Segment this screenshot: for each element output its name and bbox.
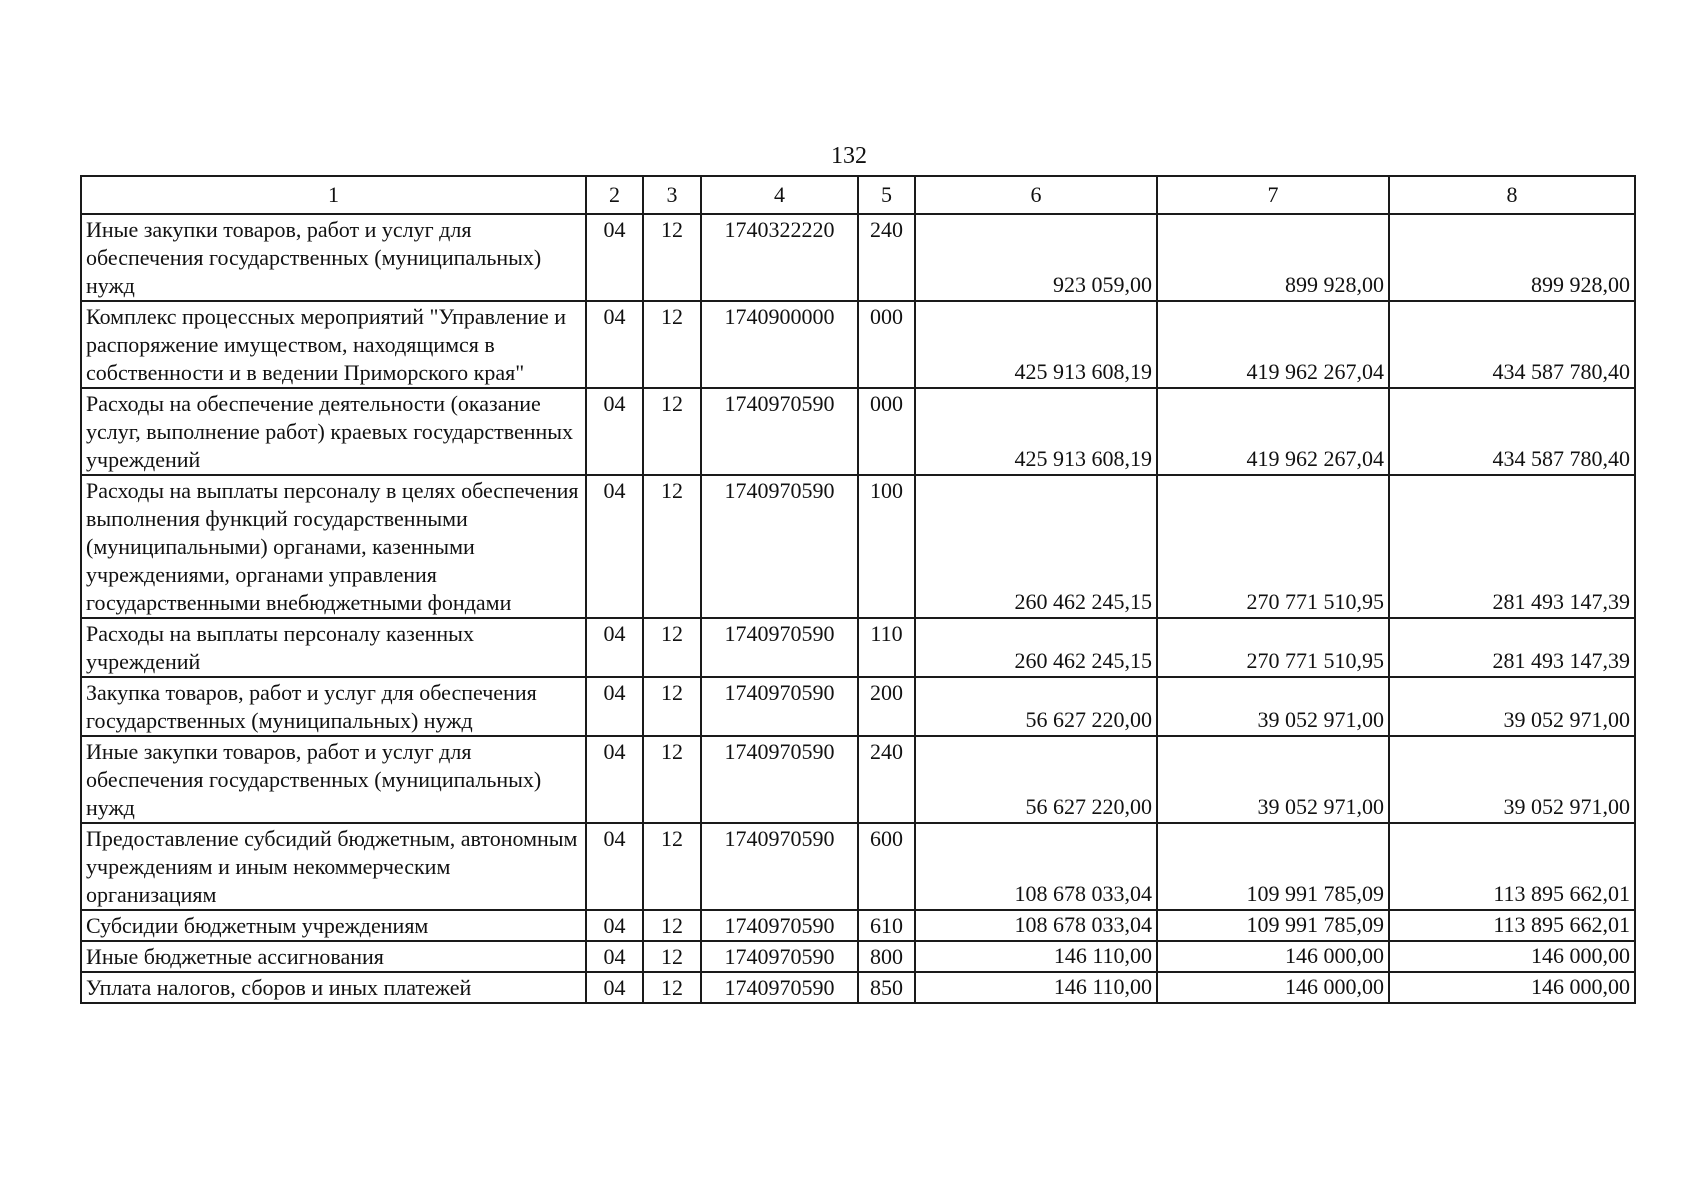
amount-col8-cell: 434 587 780,40 bbox=[1389, 388, 1635, 475]
column-header: 5 bbox=[858, 176, 915, 214]
target-article-cell: 1740970590 bbox=[701, 677, 858, 736]
amount-col6-cell: 108 678 033,04 bbox=[915, 823, 1157, 910]
table-header-row bbox=[81, 176, 1635, 214]
amount-col7-cell: 39 052 971,00 bbox=[1157, 677, 1389, 736]
target-article-cell: 1740970590 bbox=[701, 618, 858, 677]
section-code-cell: 04 bbox=[586, 972, 643, 1003]
table-row bbox=[81, 618, 1635, 677]
expense-name-cell: Комплекс процессных мероприятий "Управление и распоряжение имуществом, находящимся в собственности и в ведении Приморского края" bbox=[81, 301, 586, 388]
amount-col7-cell: 899 928,00 bbox=[1157, 214, 1389, 301]
section-code-cell: 04 bbox=[586, 301, 643, 388]
amount-col6-cell: 425 913 608,19 bbox=[915, 301, 1157, 388]
amount-col8-cell: 113 895 662,01 bbox=[1389, 823, 1635, 910]
amount-col7-cell: 146 000,00 bbox=[1157, 972, 1389, 1003]
amount-col6-cell: 260 462 245,15 bbox=[915, 475, 1157, 618]
column-header: 7 bbox=[1157, 176, 1389, 214]
expense-type-cell: 240 bbox=[858, 736, 915, 823]
column-header: 6 bbox=[915, 176, 1157, 214]
amount-col8-cell: 899 928,00 bbox=[1389, 214, 1635, 301]
amount-col8-cell: 39 052 971,00 bbox=[1389, 677, 1635, 736]
target-article-cell: 1740970590 bbox=[701, 972, 858, 1003]
table-row bbox=[81, 677, 1635, 736]
section-code-cell: 04 bbox=[586, 941, 643, 972]
table-row bbox=[81, 972, 1635, 1003]
amount-col7-cell: 39 052 971,00 bbox=[1157, 736, 1389, 823]
amount-col7-cell: 109 991 785,09 bbox=[1157, 823, 1389, 910]
expense-name-cell: Иные бюджетные ассигнования bbox=[81, 941, 586, 972]
expense-type-cell: 110 bbox=[858, 618, 915, 677]
subsection-code-cell: 12 bbox=[643, 301, 701, 388]
section-code-cell: 04 bbox=[586, 736, 643, 823]
amount-col7-cell: 109 991 785,09 bbox=[1157, 910, 1389, 941]
expense-type-cell: 240 bbox=[858, 214, 915, 301]
table-row bbox=[81, 214, 1635, 301]
column-header: 2 bbox=[586, 176, 643, 214]
subsection-code-cell: 12 bbox=[643, 214, 701, 301]
subsection-code-cell: 12 bbox=[643, 677, 701, 736]
subsection-code-cell: 12 bbox=[643, 475, 701, 618]
table-row bbox=[81, 475, 1635, 618]
subsection-code-cell: 12 bbox=[643, 972, 701, 1003]
amount-col6-cell: 260 462 245,15 bbox=[915, 618, 1157, 677]
section-code-cell: 04 bbox=[586, 677, 643, 736]
amount-col7-cell: 146 000,00 bbox=[1157, 941, 1389, 972]
page-number: 132 bbox=[831, 143, 867, 169]
section-code-cell: 04 bbox=[586, 823, 643, 910]
table-row bbox=[81, 388, 1635, 475]
target-article-cell: 1740970590 bbox=[701, 388, 858, 475]
target-article-cell: 1740970590 bbox=[701, 736, 858, 823]
amount-col7-cell: 419 962 267,04 bbox=[1157, 388, 1389, 475]
expense-type-cell: 000 bbox=[858, 388, 915, 475]
expense-type-cell: 000 bbox=[858, 301, 915, 388]
target-article-cell: 1740322220 bbox=[701, 214, 858, 301]
expense-type-cell: 850 bbox=[858, 972, 915, 1003]
section-code-cell: 04 bbox=[586, 388, 643, 475]
expense-name-cell: Предоставление субсидий бюджетным, автономным учреждениям и иным некоммерческим организациям bbox=[81, 823, 586, 910]
column-header: 3 bbox=[643, 176, 701, 214]
amount-col8-cell: 281 493 147,39 bbox=[1389, 618, 1635, 677]
table-row bbox=[81, 941, 1635, 972]
amount-col6-cell: 56 627 220,00 bbox=[915, 736, 1157, 823]
column-header: 4 bbox=[701, 176, 858, 214]
amount-col6-cell: 146 110,00 bbox=[915, 941, 1157, 972]
target-article-cell: 1740970590 bbox=[701, 475, 858, 618]
amount-col8-cell: 146 000,00 bbox=[1389, 972, 1635, 1003]
subsection-code-cell: 12 bbox=[643, 823, 701, 910]
target-article-cell: 1740970590 bbox=[701, 823, 858, 910]
amount-col7-cell: 419 962 267,04 bbox=[1157, 301, 1389, 388]
expense-type-cell: 100 bbox=[858, 475, 915, 618]
subsection-code-cell: 12 bbox=[643, 941, 701, 972]
subsection-code-cell: 12 bbox=[643, 910, 701, 941]
expense-type-cell: 610 bbox=[858, 910, 915, 941]
table-row bbox=[81, 301, 1635, 388]
amount-col8-cell: 113 895 662,01 bbox=[1389, 910, 1635, 941]
column-header: 1 bbox=[81, 176, 586, 214]
amount-col7-cell: 270 771 510,95 bbox=[1157, 618, 1389, 677]
section-code-cell: 04 bbox=[586, 214, 643, 301]
table-row bbox=[81, 823, 1635, 910]
table-row bbox=[81, 910, 1635, 941]
expense-name-cell: Закупка товаров, работ и услуг для обеспечения государственных (муниципальных) нужд bbox=[81, 677, 586, 736]
subsection-code-cell: 12 bbox=[643, 618, 701, 677]
amount-col8-cell: 39 052 971,00 bbox=[1389, 736, 1635, 823]
subsection-code-cell: 12 bbox=[643, 736, 701, 823]
expense-type-cell: 800 bbox=[858, 941, 915, 972]
amount-col6-cell: 923 059,00 bbox=[915, 214, 1157, 301]
expense-type-cell: 200 bbox=[858, 677, 915, 736]
target-article-cell: 1740970590 bbox=[701, 941, 858, 972]
expense-type-cell: 600 bbox=[858, 823, 915, 910]
amount-col8-cell: 281 493 147,39 bbox=[1389, 475, 1635, 618]
section-code-cell: 04 bbox=[586, 475, 643, 618]
amount-col7-cell: 270 771 510,95 bbox=[1157, 475, 1389, 618]
section-code-cell: 04 bbox=[586, 618, 643, 677]
table-row bbox=[81, 736, 1635, 823]
expense-name-cell: Иные закупки товаров, работ и услуг для обеспечения государственных (муниципальных) нужд bbox=[81, 214, 586, 301]
expense-name-cell: Расходы на обеспечение деятельности (оказание услуг, выполнение работ) краевых государственных учреждений bbox=[81, 388, 586, 475]
amount-col6-cell: 425 913 608,19 bbox=[915, 388, 1157, 475]
amount-col6-cell: 146 110,00 bbox=[915, 972, 1157, 1003]
expense-name-cell: Уплата налогов, сборов и иных платежей bbox=[81, 972, 586, 1003]
target-article-cell: 1740970590 bbox=[701, 910, 858, 941]
section-code-cell: 04 bbox=[586, 910, 643, 941]
amount-col8-cell: 146 000,00 bbox=[1389, 941, 1635, 972]
budget-table bbox=[80, 175, 1636, 1004]
column-header: 8 bbox=[1389, 176, 1635, 214]
amount-col8-cell: 434 587 780,40 bbox=[1389, 301, 1635, 388]
expense-name-cell: Расходы на выплаты персоналу в целях обеспечения выполнения функций государственными (муниципальными) органами, казенными учреждениями, органами управления государственными внебюджетными фондами bbox=[81, 475, 586, 618]
target-article-cell: 1740900000 bbox=[701, 301, 858, 388]
expense-name-cell: Иные закупки товаров, работ и услуг для обеспечения государственных (муниципальных) нужд bbox=[81, 736, 586, 823]
amount-col6-cell: 108 678 033,04 bbox=[915, 910, 1157, 941]
expense-name-cell: Расходы на выплаты персоналу казенных учреждений bbox=[81, 618, 586, 677]
expense-name-cell: Субсидии бюджетным учреждениям bbox=[81, 910, 586, 941]
amount-col6-cell: 56 627 220,00 bbox=[915, 677, 1157, 736]
subsection-code-cell: 12 bbox=[643, 388, 701, 475]
